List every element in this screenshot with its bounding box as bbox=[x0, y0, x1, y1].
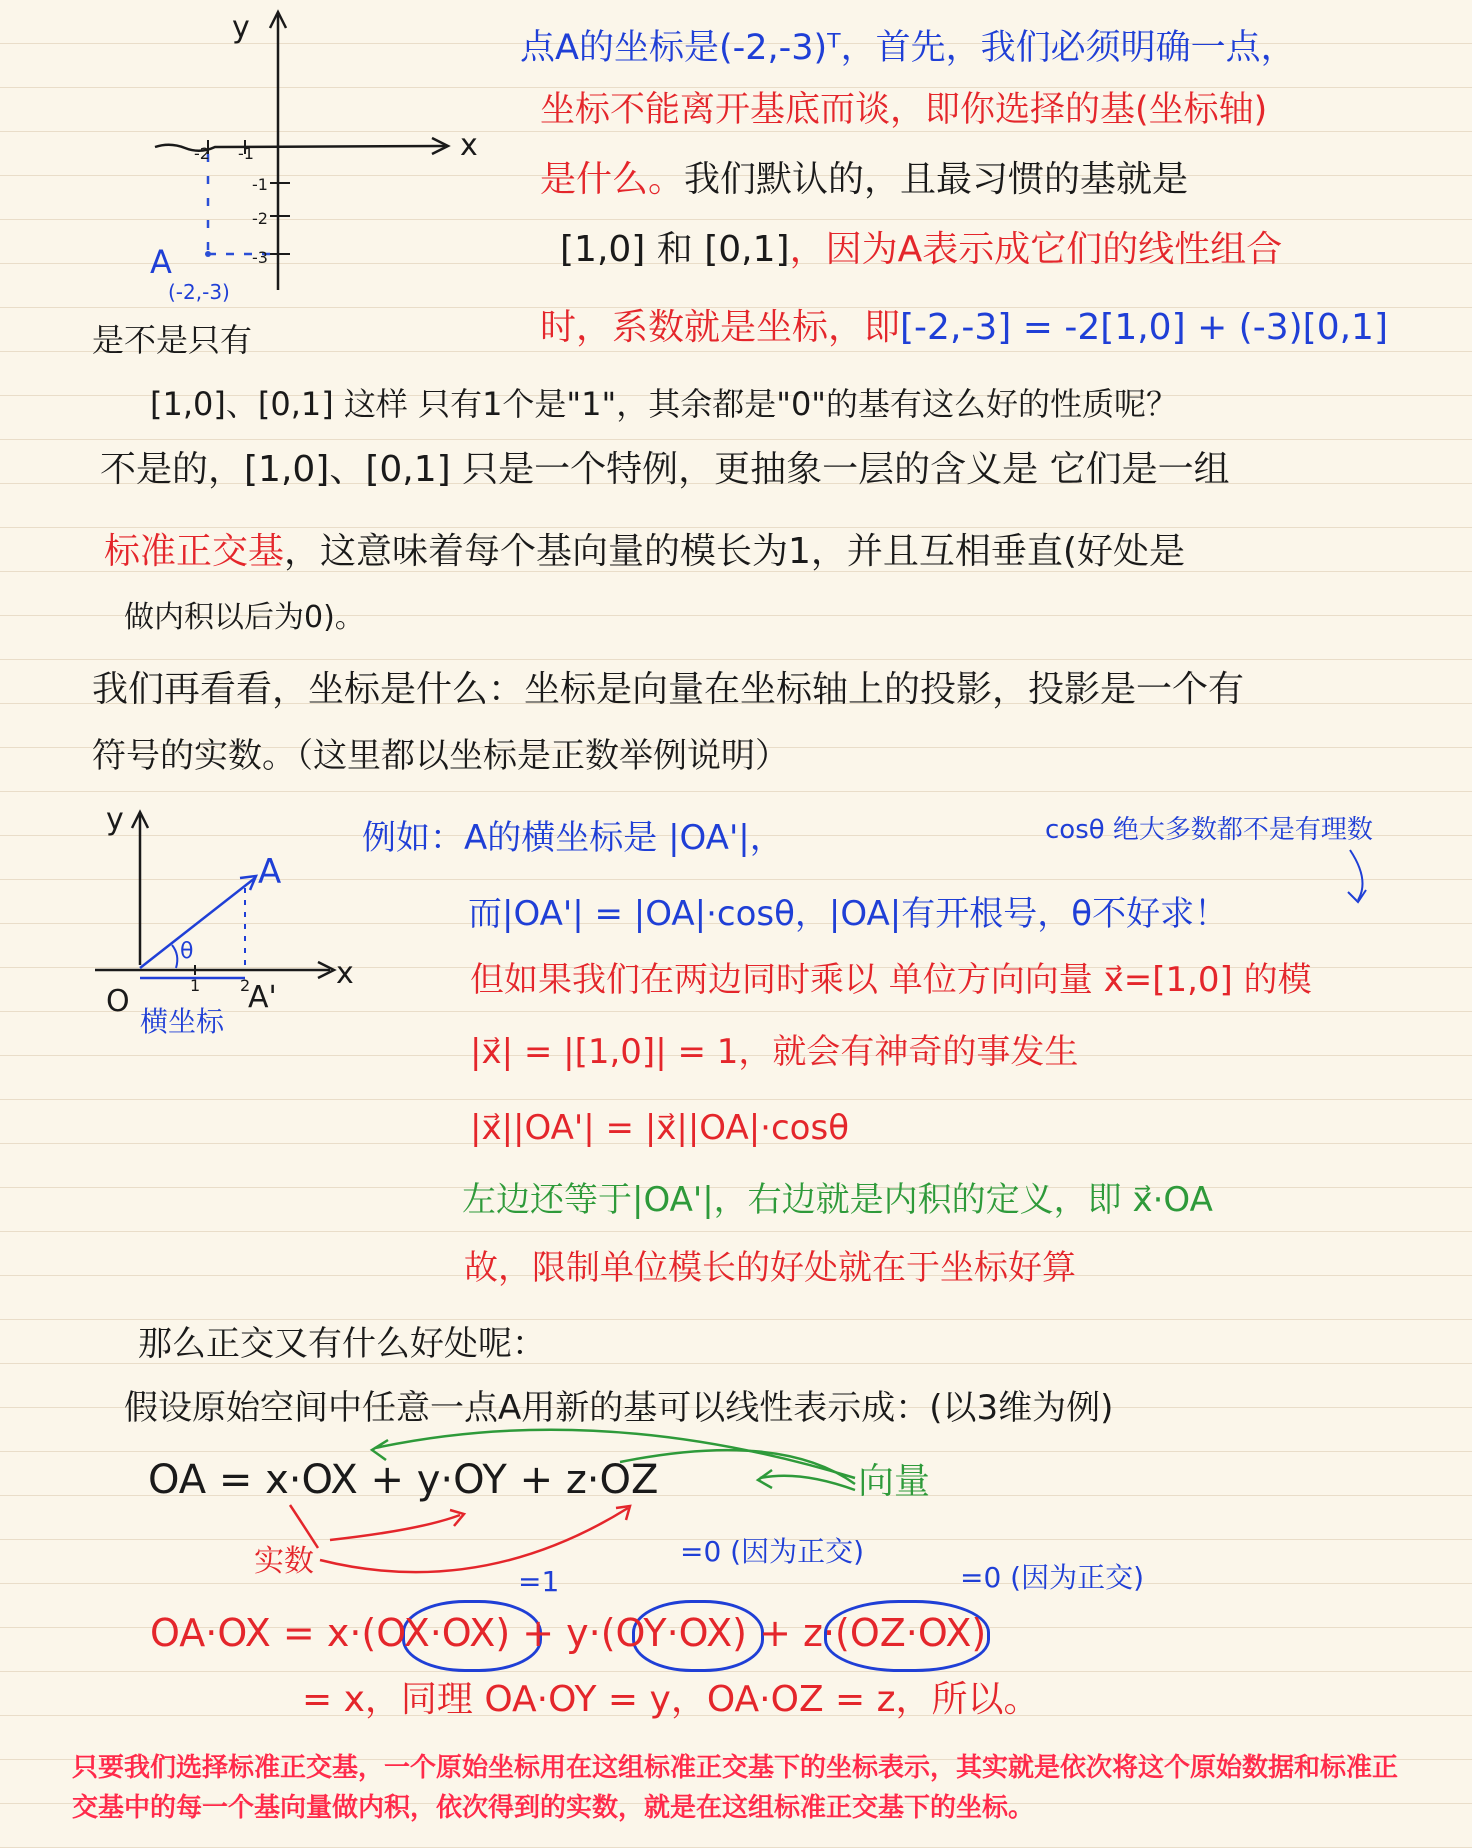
question-line2: [1,0]、[0,1] 这样 只有1个是"1"，其余都是"0"的基有这么好的性质呢？ bbox=[150, 385, 1179, 423]
orthogonal-label-real: 实数 bbox=[254, 1544, 314, 1579]
answer-line2-black: ，这意味着每个基向量的模长为1，并且互相垂直(好处是 bbox=[284, 531, 1185, 572]
graph1-tick-y3: -3 bbox=[252, 248, 268, 267]
graph2-tick1: 1 bbox=[190, 976, 201, 995]
summary-text: 只要我们选择标准正交基，一个原始坐标用在这组标准正交基下的坐标表示，其实就是依次将这个原始数据和标准正交基中的每一个基向量做内积，依次得到的实数，就是在这组标准正交基下的坐标。 bbox=[72, 1753, 1399, 1823]
question-line1: 是不是只有 bbox=[92, 321, 253, 359]
graph1-tick-y1: -1 bbox=[252, 175, 268, 194]
answer-line1: 不是的，[1,0]、[0,1] 只是一个特例，更抽象一层的含义是 它们是一组 bbox=[100, 449, 1230, 490]
example-note: cosθ 绝大多数都不是有理数 bbox=[1045, 815, 1373, 845]
graph1-point-label: A bbox=[150, 243, 172, 281]
top-line3-red: 是什么。 bbox=[540, 159, 685, 200]
graph1-x-label: x bbox=[460, 128, 478, 163]
orthogonal-line2: 假设原始空间中任意一点A用新的基可以线性表示成：(以3维为例) bbox=[124, 1388, 1114, 1428]
example-line2: 而|OA'| = |OA|·cosθ，|OA|有开根号，θ不好求！ bbox=[468, 894, 1229, 934]
example-line5: |x⃗||OA'| = |x⃗||OA|·cosθ bbox=[470, 1108, 849, 1148]
top-line1: 点A的坐标是(-2,-3)ᵀ，首先，我们必须明确一点， bbox=[520, 28, 1296, 68]
graph1-tick-x1: -2 bbox=[194, 144, 210, 163]
graph2-tick2: 2 bbox=[240, 976, 251, 995]
graph2-point-a-proj: A' bbox=[248, 980, 277, 1015]
example-line4: |x⃗| = |[1,0]| = 1，就会有神奇的事发生 bbox=[470, 1032, 1079, 1072]
graph1-y-label: y bbox=[232, 10, 250, 45]
top-line5-eq: [-2,-3] = -2[1,0] + (-3)[0,1] bbox=[900, 307, 1389, 348]
coordinate-line2: 符号的实数。（这里都以坐标是正数举例说明） bbox=[92, 736, 789, 776]
graph2-caption: 横坐标 bbox=[140, 1005, 225, 1038]
graph2-x-label: x bbox=[336, 956, 354, 991]
example-line7: 故，限制单位模长的好处就在于坐标好算 bbox=[464, 1248, 1076, 1288]
graph1-point-coords: (-2,-3) bbox=[168, 280, 230, 304]
coordinate-line1: 我们再看看，坐标是什么：坐标是向量在坐标轴上的投影，投影是一个有 bbox=[92, 669, 1245, 710]
example-line1: 例如：A的横坐标是 |OA'|， bbox=[362, 818, 784, 858]
graph1-tick-y2: -2 bbox=[252, 209, 268, 228]
orthogonal-line1: 那么正交又有什么好处呢： bbox=[138, 1324, 546, 1364]
top-line4-red: ，因为A表示成它们的线性组合 bbox=[789, 229, 1283, 270]
graph2-theta: θ bbox=[180, 939, 194, 964]
graph2-origin: O bbox=[106, 984, 130, 1019]
orthogonal-eq3: = x，同理 OA·OY = y，OA·OZ = z，所以。 bbox=[302, 1679, 1040, 1720]
orthogonal-ann-eq0-a: =0 (因为正交) bbox=[680, 1535, 865, 1568]
top-line5-red: 时，系数就是坐标，即 bbox=[540, 307, 901, 348]
graph2-point-a: A bbox=[258, 852, 282, 892]
orthogonal-eq1: OA = x·OX + y·OY + z·OZ bbox=[148, 1457, 659, 1503]
orthogonal-ann-eq1: =1 bbox=[518, 1565, 560, 1598]
orthogonal-ann-eq0-b: =0 (因为正交) bbox=[960, 1561, 1145, 1594]
orthogonal-label-vector: 向量 bbox=[858, 1461, 931, 1502]
example-line3: 但如果我们在两边同时乘以 单位方向向量 x⃗=[1,0] 的模 bbox=[470, 960, 1312, 1000]
answer-line2-red: 标准正交基 bbox=[104, 531, 285, 572]
graph2-y-label: y bbox=[106, 802, 124, 837]
graph1-tick-x2: -1 bbox=[238, 144, 254, 163]
top-line2: 坐标不能离开基底而谈，即你选择的基(坐标轴) bbox=[540, 90, 1268, 130]
example-line6: 左边还等于|OA'|，右边就是内积的定义，即 x⃗·OA bbox=[462, 1180, 1213, 1220]
top-line3-black: 我们默认的，且最习惯的基就是 bbox=[684, 159, 1189, 200]
answer-line3: 做内积以后为0)。 bbox=[124, 600, 365, 635]
top-line4-black: [1,0] 和 [0,1] bbox=[560, 229, 790, 270]
orthogonal-eq2: OA·OX = x·(OX·OX) + y·(OY·OX) + z·(OZ·OX) bbox=[150, 1611, 987, 1655]
